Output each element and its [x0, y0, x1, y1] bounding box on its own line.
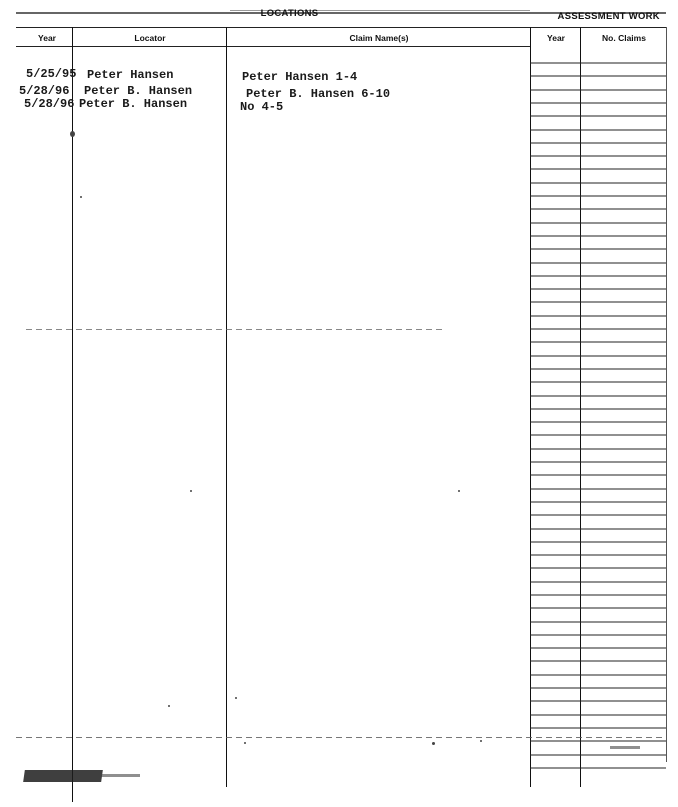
entry-claim-1: Peter Hansen 1-4 [242, 70, 358, 84]
scan-speck [80, 196, 82, 198]
entry-year-3: 5/28/96 [24, 97, 75, 111]
year-locator-divider [72, 27, 73, 802]
locator-claim-divider [226, 27, 227, 787]
locations-title: LOCATIONS [260, 8, 319, 18]
entry-year-2: 5/28/96 [19, 84, 70, 98]
entry-year-1: 5/25/95 [26, 67, 77, 81]
mid-dashed-rule [26, 329, 446, 330]
claim-names-column-header: Claim Name(s) [349, 33, 409, 43]
entry-locator-1: Peter Hansen [87, 68, 174, 82]
assessment-work-title: ASSESSMENT WORK [557, 11, 660, 21]
assessment-rows [530, 0, 670, 807]
scan-smudge-tail [100, 774, 140, 777]
scan-smudge [23, 770, 103, 782]
scan-speck [458, 490, 460, 492]
lower-dashed-rule [16, 737, 666, 738]
entry-claim-3: No 4-5 [240, 100, 284, 114]
entry-claim-2: Peter B. Hansen 6-10 [246, 87, 391, 101]
header-bottom-rule [16, 46, 531, 47]
scan-speck [168, 705, 170, 707]
scan-speck [432, 742, 435, 745]
scan-speck [610, 746, 640, 749]
scan-speck [480, 740, 482, 742]
scan-speck [190, 490, 192, 492]
entry-locator-3: Peter B. Hansen [79, 97, 188, 111]
scan-speck [244, 742, 246, 744]
no-claims-column-header: No. Claims [602, 33, 646, 43]
assessment-year-column-header: Year [547, 33, 565, 43]
locator-column-header: Locator [134, 33, 166, 43]
entry-locator-2: Peter B. Hansen [84, 84, 193, 98]
year-column-header: Year [38, 33, 56, 43]
scan-speck [235, 697, 237, 699]
scan-mark [70, 131, 75, 137]
